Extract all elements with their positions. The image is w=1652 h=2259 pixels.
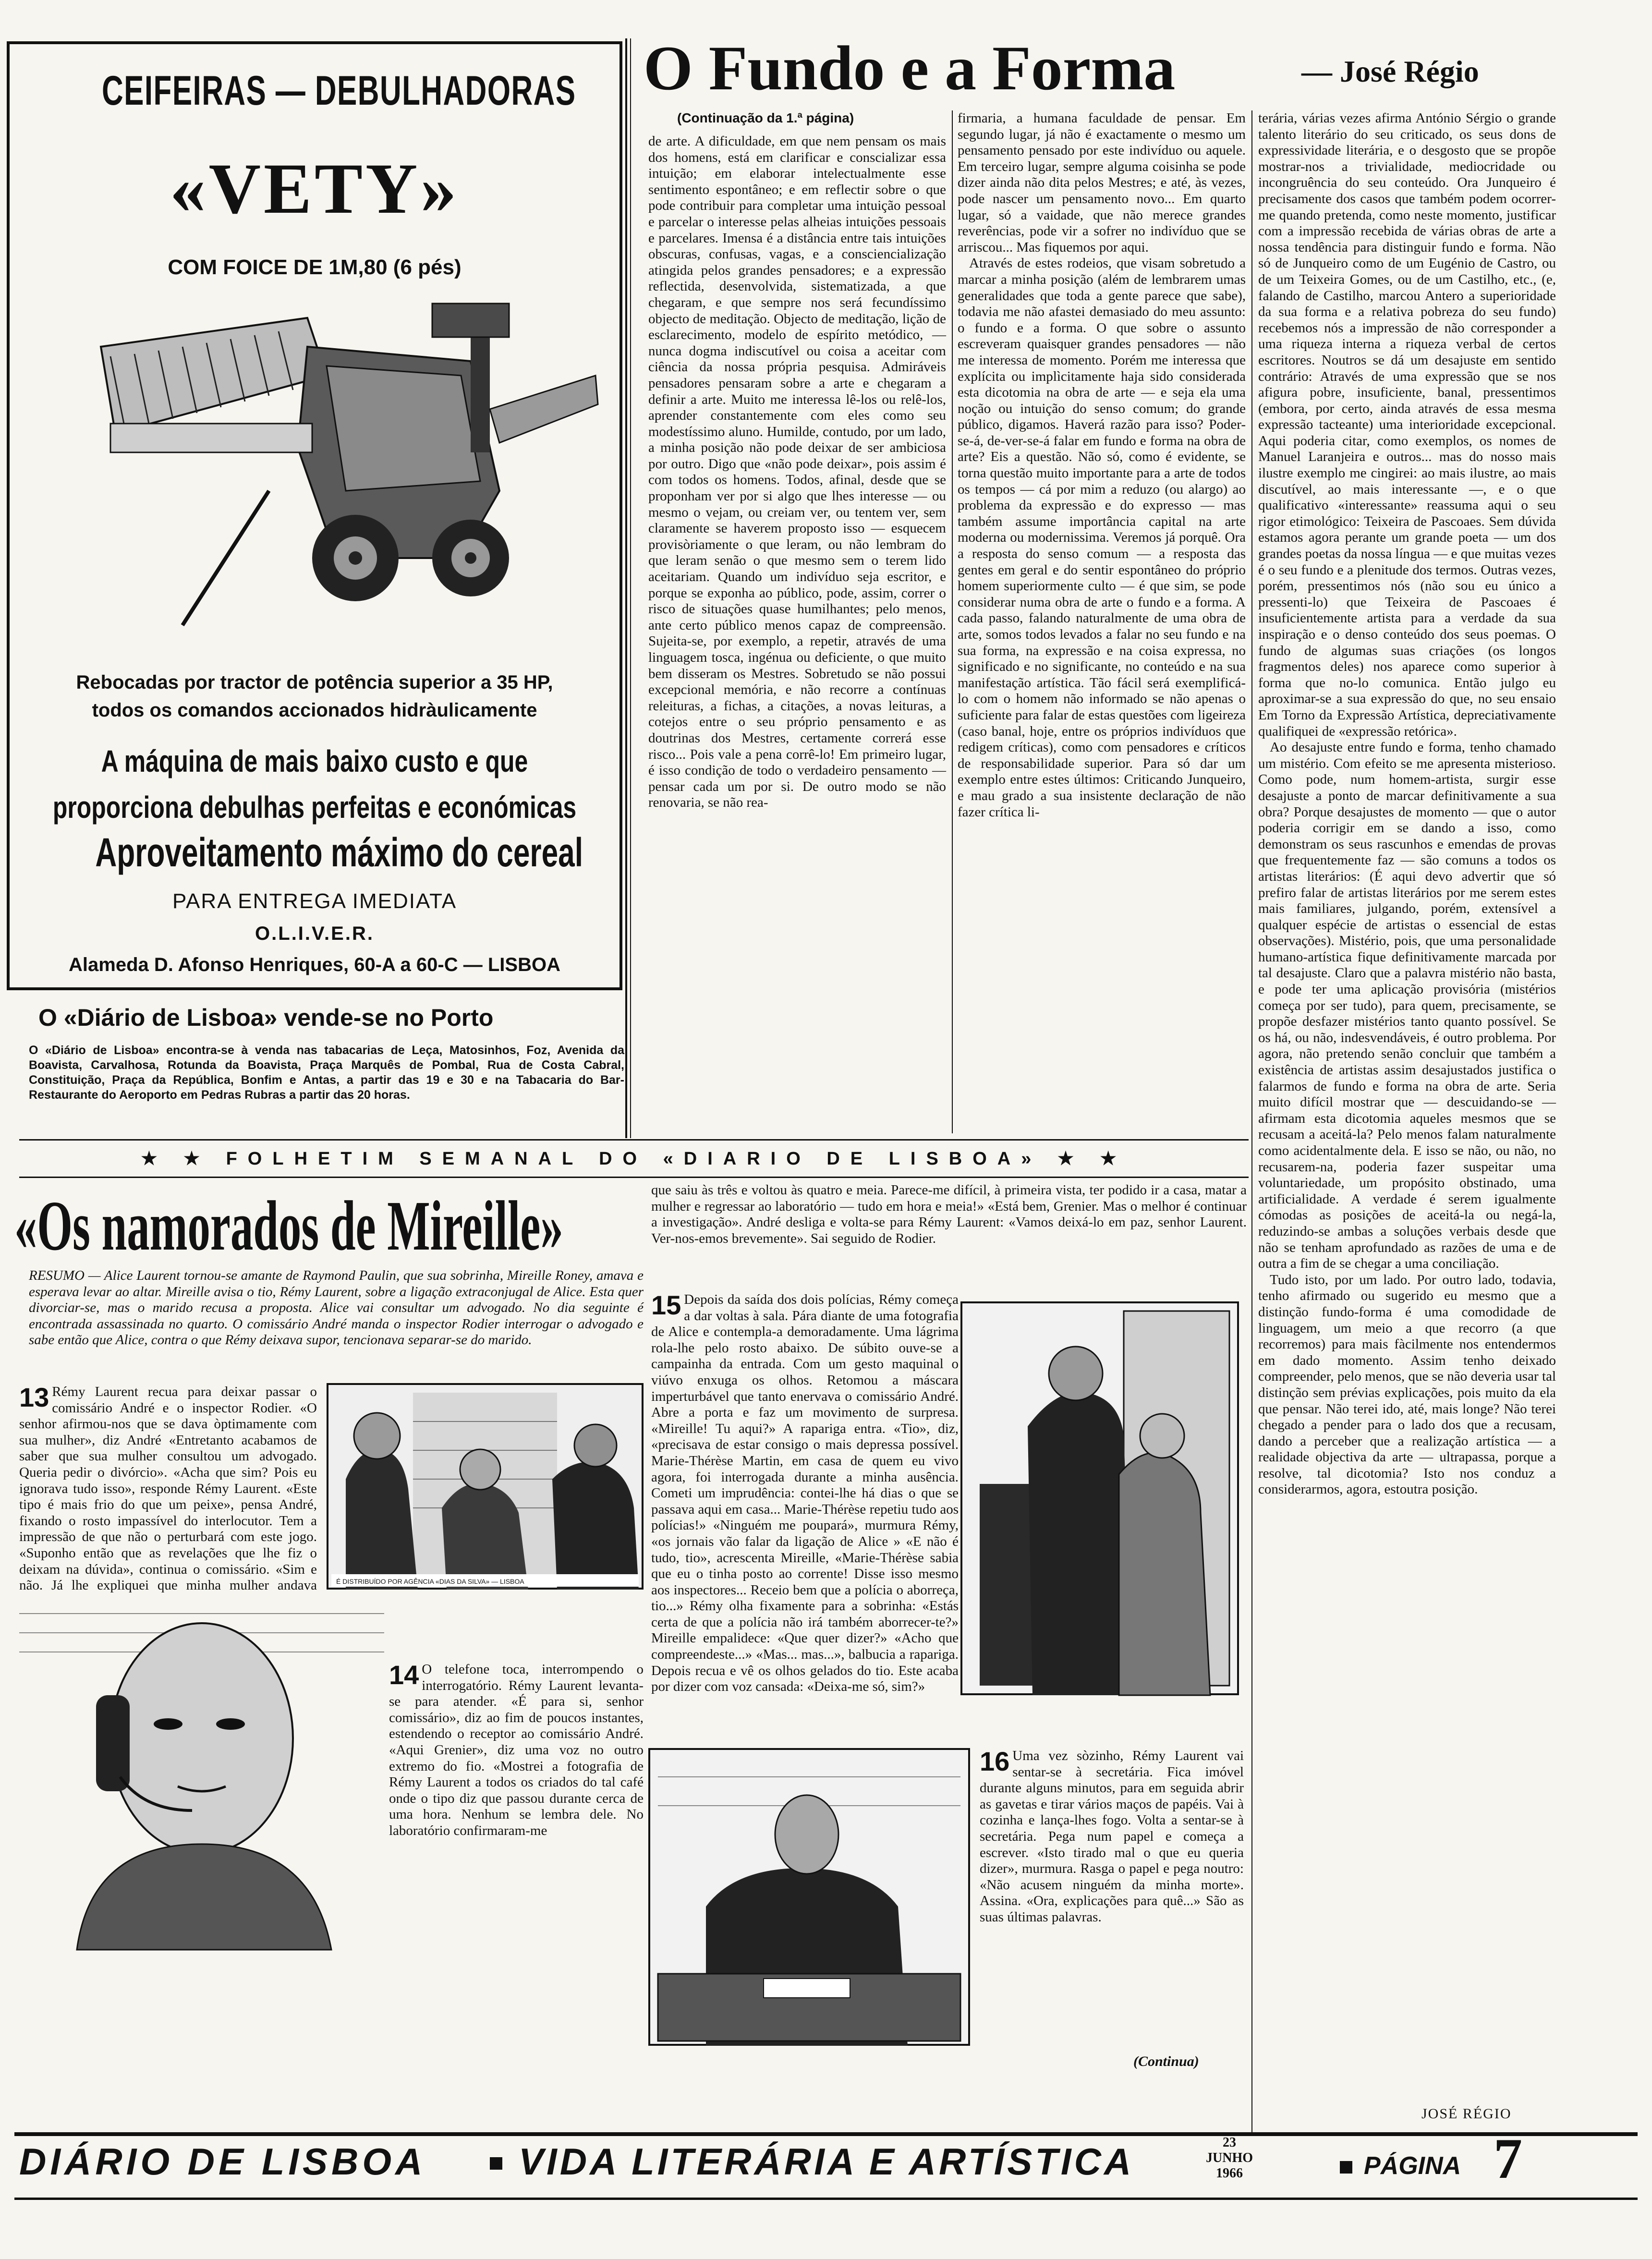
column-rule (625, 38, 627, 1138)
article-author: — José Régio (1301, 54, 1479, 88)
article-paragraph: Ao desajuste entre fundo e forma, tenho chamado um mistério. Com efeito se me apresenta misterioso. Como pode, num homem-artista, surgir esse desajuste a ponto de marcar definitivamente a sua obra? Porque desajustes de momento — que o autor poderia corrigir em se dando a isso, como demonstram os seus rascunhos e emendas de provas que frequentemente faz — são comuns a todos os artistas literários: (É aqui devo advertir que só prefiro falar de artistas literários por me serem estes mais familiares, julgando, porém, extensível a qualquer espécie de artistas o essencial de estas observações). Mistério, pois, que uma personalidade humano-artística fique definitivamente marcada por tal desajuste. Claro que a palavra mistério não basta, e pode ter uma aplicação provisória (mistérios começa por ser tudo), para quem, precisamente, se propõe desfazer mistérios tanto quanto possível. Se os há, ou não, indesvendáveis, é outro problema. Por agora, não pretendo senão concluir que também a existência de artistas assim desajustados justifica o falarmos de fundo e forma na obra de arte. Seria muito difícil mostrar que — descuidando-se — afirmam esta dicotomia aqueles mesmos que se recusam a aceitá-la? Pelo menos falam naturalmente como acidentalmente dela. E isso se não, ou não, no recusarem-na, poderia fazer suspeitar uma voluntariedade, um propósito obstinado, uma artificialidade. A verdade é serem igualmente cómodas as posições de aceitá-la ou negá-la, reduzindo-se ambas a soluções verbais desde que não se tenham aprofundado as razões de uma e de outra a fim de se chegar a uma conciliação. (1258, 740, 1556, 1272)
episode-14-illustration (19, 1594, 384, 1950)
article-paragraph: Através de estes rodeios, que visam sobretudo a marcar a minha posição (além de lembrarem umas generalidades que toda a gente parece que sabe), todavia me não afastei demasiado do meu assunto: o fundo e a forma. O que sobre o assunto escreveram quaisquer grandes pensadores — não me interessa de momento. Porém me interessa que explícita ou implìcitamente haja sido considerada esta dicotomia na obra de arte — e seja ela uma noção ou intuição do senso comum; do grande público, digamos. Haverá razão para isso? Poder-se-á, de-ver-se-á falar em fundo e forma na obra de arte? Eis a questão. Não só, como é evidente, se torna questão muito importante para a arte de todos os tempos — cá por mim a reduzo (ou alargo) ao problema da expressão e do expresso — mas também assume importância capital na arte moderna ou modernissima. Veremos já porquê. Ora a resposta do senso comum — a resposta das gentes em geral e do sentir espontâneo do próprio homem superiormente culto — é que sim, se pode considerar numa obra de arte o fundo e a forma. A cada passo, falando naturalmente de uma obra de arte, somos todos levados a falar no seu fundo e na sua forma, na expressão e na coisa expressa, no significado e no significante, no conteúdo e na sua manifestação artística. Tão fácil será exemplificá-lo com o homem não informado se não apenas o suficiente para falar de estas questões com ligeireza (caso banal, hoje, entre os próprios indivíduos que redigem críticas), como com pensadores e críticos de responsabilidade superior. Para só dar um exemplo entre estes últimos: Criticando Junqueiro, e mau grado a sua insistente declaração de não fazer crítica li- (958, 255, 1246, 820)
episode-16-illustration (648, 1748, 970, 2046)
footer-date (1191, 2135, 1268, 2181)
porto-notice-title: O «Diário de Lisboa» vende-se no Porto (38, 1004, 494, 1031)
episode-number: 16 (980, 1746, 1010, 1776)
episode-15: 15 Depois da saída dos dois polícias, Rémy começa a dar voltas à sala. Pára diante de uma fotografia de Alice e contempla-a demoradamente. Uma lágrima rola-lhe pelo rosto abaixo. De súbito ouve-se a campainha da entrada. Com um gesto maquinal o viúvo enxuga os olhos. Retomou a máscara imperturbável que tanto enervava o comissário André. Abre a porta e faz um movimento de surpresa. «Mireille! Tu aqui?» A rapariga entra. «Tio», diz, «precisava de estar consigo o mais depressa possível. Marie-Thérèse Martin, em casa de quem eu vivo agora, foi interrogada durante a minha ausência. Cometi um imprudência: contei-lhe há dias o que se passava aqui em casa... Marie-Thérèse repetiu tudo aos polícias!» «Ninguém me poupará», murmura Rémy, «os jornais vão falar da ligação de Alice » «E não é tudo, tio», acrescenta Mireille, «Marie-Thérèse sabia que eu o tinha posto ao corrente! Disse isso mesmo aos inspectores... Receio bem que a polícia o aborreça, tio...» Rémy olha fixamente para a sobrinha: «Estás certa de que a polícia não irá também aborrecer-te?» Mireille empalidece: «Que quer dizer?» «Acho que compreendeste...» «Mas... mas...», balbucia a rapariga. Depois recua e vê os olhos gelados do tio. Este acaba por dizer com voz cansada: «Deixa-me só, sim?» (651, 1290, 959, 1695)
footer-page-number: 7 (1494, 2126, 1522, 2190)
episode-13-illustration (327, 1383, 644, 1590)
ad-headline: CEIFEIRAS — DEBULHADORAS (102, 68, 576, 114)
footer-paper-name: DIÁRIO DE LISBOA (19, 2140, 426, 2183)
episode-13: 13 Rémy Laurent recua para deixar passar o comissário André e o inspector Rodier. «O senhor afirmou-nos que se dava òptimamente com sua mulher», diz André «Entretanto acabamos de saber que sua mulher consultou um advogado. Queria pedir o divórcio». «Acha que sim? Pois eu ignorava tudo isso», responde Rémy Laurent. «Este tipo é mais frio do que um peixe», pensa André, fixando o rosto impassível do interlocutor. Tem a impressão de que não o perturbará com este jogo. «Suponho então que as revelações que lhe fiz o deixam na dúvida», continua o comissário. «Sim e não. Já lhe expliquei que minha mulher andava (19, 1382, 317, 1593)
article-column-2 (958, 110, 1246, 1133)
article-paragraph: de arte. A dificuldade, em que nem pensam os mais dos homens, está em clarificar e conscializar essa intuição; em elaborar intelectualmente esse sentimento espontâneo; e em reflectir sobre o que pode contribuir para completar uma intuição pessoal e parcelar o interesse pelas alheias intuições pessoais e parcelares. Imensa é a distância entre tais intuições obscuras, confusas, vagas, e a consciencialização atingida pelos grandes pensadores; e a expressão reflectida, desenvolvida, sistematizada, a que chegaram, e que sempre nos será fecundíssimo objecto de meditação. Objecto de meditação, lição de esclarecimento, modelo de espírito metódico, — nunca dogma indiscutível ou coisa a aceitar com ciência da nossa própria pesquisa. Admiráveis pensadores pensaram sobre a arte e chegaram a definir a arte. Muito me interessa lê-los ou relê-los, aprender constantemente com eles como seu modestíssimo aluno. Humilde, contudo, por um lado, a minha posição não pode deixar de ser ambiciosa por outro. Digo que «não pode deixar», pois assim é com todos os homens. Todos, afinal, desde que se proponham ver por si algo que lhes interesse — ou mesmo o vejam, ou creiam ver, ou tentem ver, sem claramente se haverem proposto isso — esquecem provisòriamente o que leram, ou não lembram do que leram senão o que mesmo sem o terem lido aceitariam. Quando um indivíduo seja escritor, e porque se exponha ao público, pode, assim, correr o risco de situações quase humilhantes; pelo menos, ante certo público menos capaz de compreensão. Sujeita-se, por exemplo, a repetir, através de uma linguagem tosca, ingénua ou deficiente, o que muito bem disseram os Mestres. Sobretudo se não possui excepcional memória, e não recorre a contínuas releituras, a fichas, a citações, a novas leituras, a cotejos entre o seu próprio pensamento e as doutrinas dos Mestres, certamente correrá esse risco... Pois vale a pena corrê-lo! Em primeiro lugar, é isso condição de todo o verdadeiro pensamento — pensar cada um por si. De outro modo se não renovaria, se não rea- (648, 134, 946, 811)
episode-number: 13 (19, 1382, 49, 1412)
footer-month: JUNHO (1206, 2150, 1253, 2165)
article-signature: JOSÉ RÉGIO (1421, 2106, 1512, 2122)
article-continuation: (Continuação da 1.ª página) (677, 110, 854, 125)
article-column-3 (1258, 110, 1556, 2103)
episode-number: 15 (651, 1290, 681, 1320)
ad-brand: «VETY» (170, 149, 460, 229)
article-paragraph: terária, várias vezes afirma António Sérgio o grande talento literário do seu criticado, os seus dons de expressividade literária, e o desgosto que se propõe mostrar-nos a trivialidade, mediocridade ou incongruência do seu conteúdo. Ora Junqueiro é precisamente dos casos que também podem ocorrer-me quando pretenda, como neste momento, justificar com a impressão recebida de várias obras de arte a nossa tendência para distinguir fundo e forma. Não só de Junqueiro como de um Eugénio de Castro, ou de um Teixeira Gomes, ou de um Castilho, etc., (e, falando de Castilho, marcou Antero a superioridade da sua forma e a relativa pobreza do seu fundo) recebemos nós a impressão de não corresponder a uma riqueza interna a riqueza verbal de certos escritores. Noutros se dá um desajuste em sentido contrário: Através de uma expressão que se nos afigura pobre, insuficiente, banal, pressentimos (embora, por certo, ainda através de essa mesma expressão tacteante) uma interioridade excepcional. Aqui poderia citar, como exemplos, os nomes de Manuel Laranjeira e outros... mas do nosso mais ilustre exemplo me cingirei: ao mais ilustre, ao mais discutível, ao mais interessante —, e o que qualificativo «interessante» reassuma aqui o seu rigor etimológico: Teixeira de Pascoaes. Sem dúvida estamos agora perante um grande poeta — um dos grandes poetas da nossa língua — e que muitas vezes é o seu fundo e a plenitude dos termos. Outras vezes, porém, pressentimos nós (não sou eu único a pressenti-lo) que Teixeira de Pascoaes é insuficientemente artista para a verdade da sua inspiração e o denso conteúdo dos seus poemas. O fundo de algumas suas criações (os longos fragmentos deles) nos aparece como superior à forma que no-lo comunica. Então julgo eu aproximar-se a sua expressão do que, no seu ensaio Em Torno da Expressão Artística, depreciativamente qualifiquei de «expressão retórica». (1258, 110, 1556, 739)
episode-14: 14 O telefone toca, interrompendo o interrogatório. Rémy Laurent levanta-se para atender. «É para si, senhor comissário», diz ao fim de poucos instantes, estendendo o receptor ao comissário André. «Aqui Grenier», diz uma voz no outro extremo do fio. «Mostrei a fotografia de Rémy Laurent a todos os criados do tal café onde o tipo diz que passou durante cerca de uma hora. Nenhum se lembra dele. No laboratório confirmaram-me (389, 1660, 644, 1838)
ad-slogan: Aproveitamento máximo do cereal (95, 830, 583, 875)
episode-16: 16 Uma vez sòzinho, Rémy Laurent vai sentar-se à secretária. Fica imóvel durante alguns minutos, para em seguida abrir as gavetas e tirar vários maços de papéis. Vai à cozinha e lança-lhes fogo. Volta a sentar-se à secretária. Pega num papel e começa a escrever. «Isto tirado mal o que eu queria dizer», murmura. Rasga o papel e pega noutro: «Não acusem ninguém da minha morte». Assina. «Ora, explicações para quê...» São as suas últimas palavras. (980, 1746, 1244, 1925)
continua-note: (Continua) (1133, 2053, 1199, 2069)
porto-notice-text: O «Diário de Lisboa» encontra-se à venda nas tabacarias de Leça, Matosinhos, Foz, Avenida da Boavista, Carvalhosa, Rotunda da Boavista, Praça Marquês de Pombal, Rua de Costa Cabral, Constituição, Praça da República, Bonfim e Antas, a partir das 19 e 30 e na Tabacaria do Bar-Restaurante do Aeroporto em Pedras Rubras a partir das 20 horas. (29, 1044, 624, 1102)
footer-section: VIDA LITERÁRIA E ARTÍSTICA (519, 2140, 1134, 2183)
ad-address: Alameda D. Afonso Henriques, 60-A a 60-C — LISBOA (69, 954, 560, 975)
episode-15-illustration (960, 1301, 1239, 1695)
serial-resumo: RESUMO — Alice Laurent tornou-se amante de Raymond Paulin, que sua sobrinha, Mireille Roney, amava e esperava levar ao altar. Mireille avisa o tio, Rémy Laurent, sobre a ligação extraconjugal de Alice. Esta quer divorciar-se, mas o marido recusa a proposta. Alice vai consultar um advogado. No dia seguinte é encontrada assassinada no quarto. O comissário André manda o inspector Rodier interrogar o advogado e sabe então que Alice, contra o que Rémy deixava supor, tencionava separar-se do marido. (29, 1268, 644, 1348)
footer-year: 1966 (1216, 2166, 1243, 2181)
footer-page-label: PÁGINA (1364, 2152, 1461, 2180)
article-title: O Fundo e a Forma (644, 33, 1176, 103)
serial-intro: que saiu às três e voltou às quatro e meia. Parece-me difícil, à primeira vista, ter podido ir a casa, matar a mulher e regressar ao laboratório — tudo em hora e meia!» «Está bem, Grenier. Mas o melhor é continuar a investigação». André desliga e volta-se para Rémy Laurent: «Vamos deixá-lo em paz, senhor Laurent. Ver-nos-emos brevemente». Sai seguido de Rodier. (651, 1182, 1247, 1246)
serial-banner: ★ ★ FOLHETIM SEMANAL DO «DIARIO DE LISBOA» ★ ★ (141, 1149, 1127, 1169)
episode-number: 14 (389, 1660, 419, 1690)
ad-company: O.L.I.V.E.R. (255, 923, 374, 944)
column-rule (630, 38, 631, 1138)
ad-tow-text: Rebocadas por tractor de potência superior a 35 HP, todos os comandos accionados hidràulicamente (76, 672, 553, 721)
footer-bullet (490, 2157, 502, 2170)
ad-delivery: PARA ENTREGA IMEDIATA (172, 889, 457, 913)
agency-credit: É DISTRIBUÍDO POR AGÊNCIA «DIAS DA SILVA» — LISBOA (336, 1578, 524, 1585)
footer-bullet (1340, 2161, 1352, 2174)
article-paragraph: firmaria, a humana faculdade de pensar. Em segundo lugar, já não é exactamente o mesmo um pensamento pensado por este indivíduo ou aquele. Em terceiro lugar, sempre alguma coisinha se pode dizer ainda não dita pelos Mestres; e até, às vezes, pode nascer um pensamento novo... Em quarto lugar, só a vaidade, que não merece grandes reverências, pode vir a sofrer no indivíduo que se arriscou... Mas fiquemos por aqui. (958, 110, 1246, 255)
advertisement-box (7, 41, 622, 990)
harvester-illustration (38, 289, 600, 635)
ad-pitch: A máquina de mais baixo custo e que proporciona debulhas perfeitas e económicas (52, 744, 577, 825)
ad-spec: COM FOICE DE 1M,80 (6 pés) (168, 255, 462, 279)
serial-title: «Os namorados de Mireille» (14, 1187, 563, 1265)
footer-day: 23 (1223, 2135, 1236, 2150)
article-column-1 (648, 134, 946, 1132)
article-paragraph: Tudo isto, por um lado. Por outro lado, todavia, tenho afirmado ou sugerido eu mesmo que a distinção fundo-forma é uma comodidade de linguagem, um meio a que recorro (a que recorremos) para mais fàcilmente nos entendermos em dado momento. Assim tenho deixado compreender, pelo menos, que se não deveria usar tal distinção sem prévias explicações, pois muito da ela que pensar. Não terei ido, até, mais longe? Não terei chegado a pender para o lado dos que a recusam, dando a perceber que a realização artística — a realidade objectiva da arte — ultrapassa, porque a resolve, tal dicotomia? Isto nos conduz a considerarmos, agora, estoutra posição. (1258, 1272, 1556, 1497)
